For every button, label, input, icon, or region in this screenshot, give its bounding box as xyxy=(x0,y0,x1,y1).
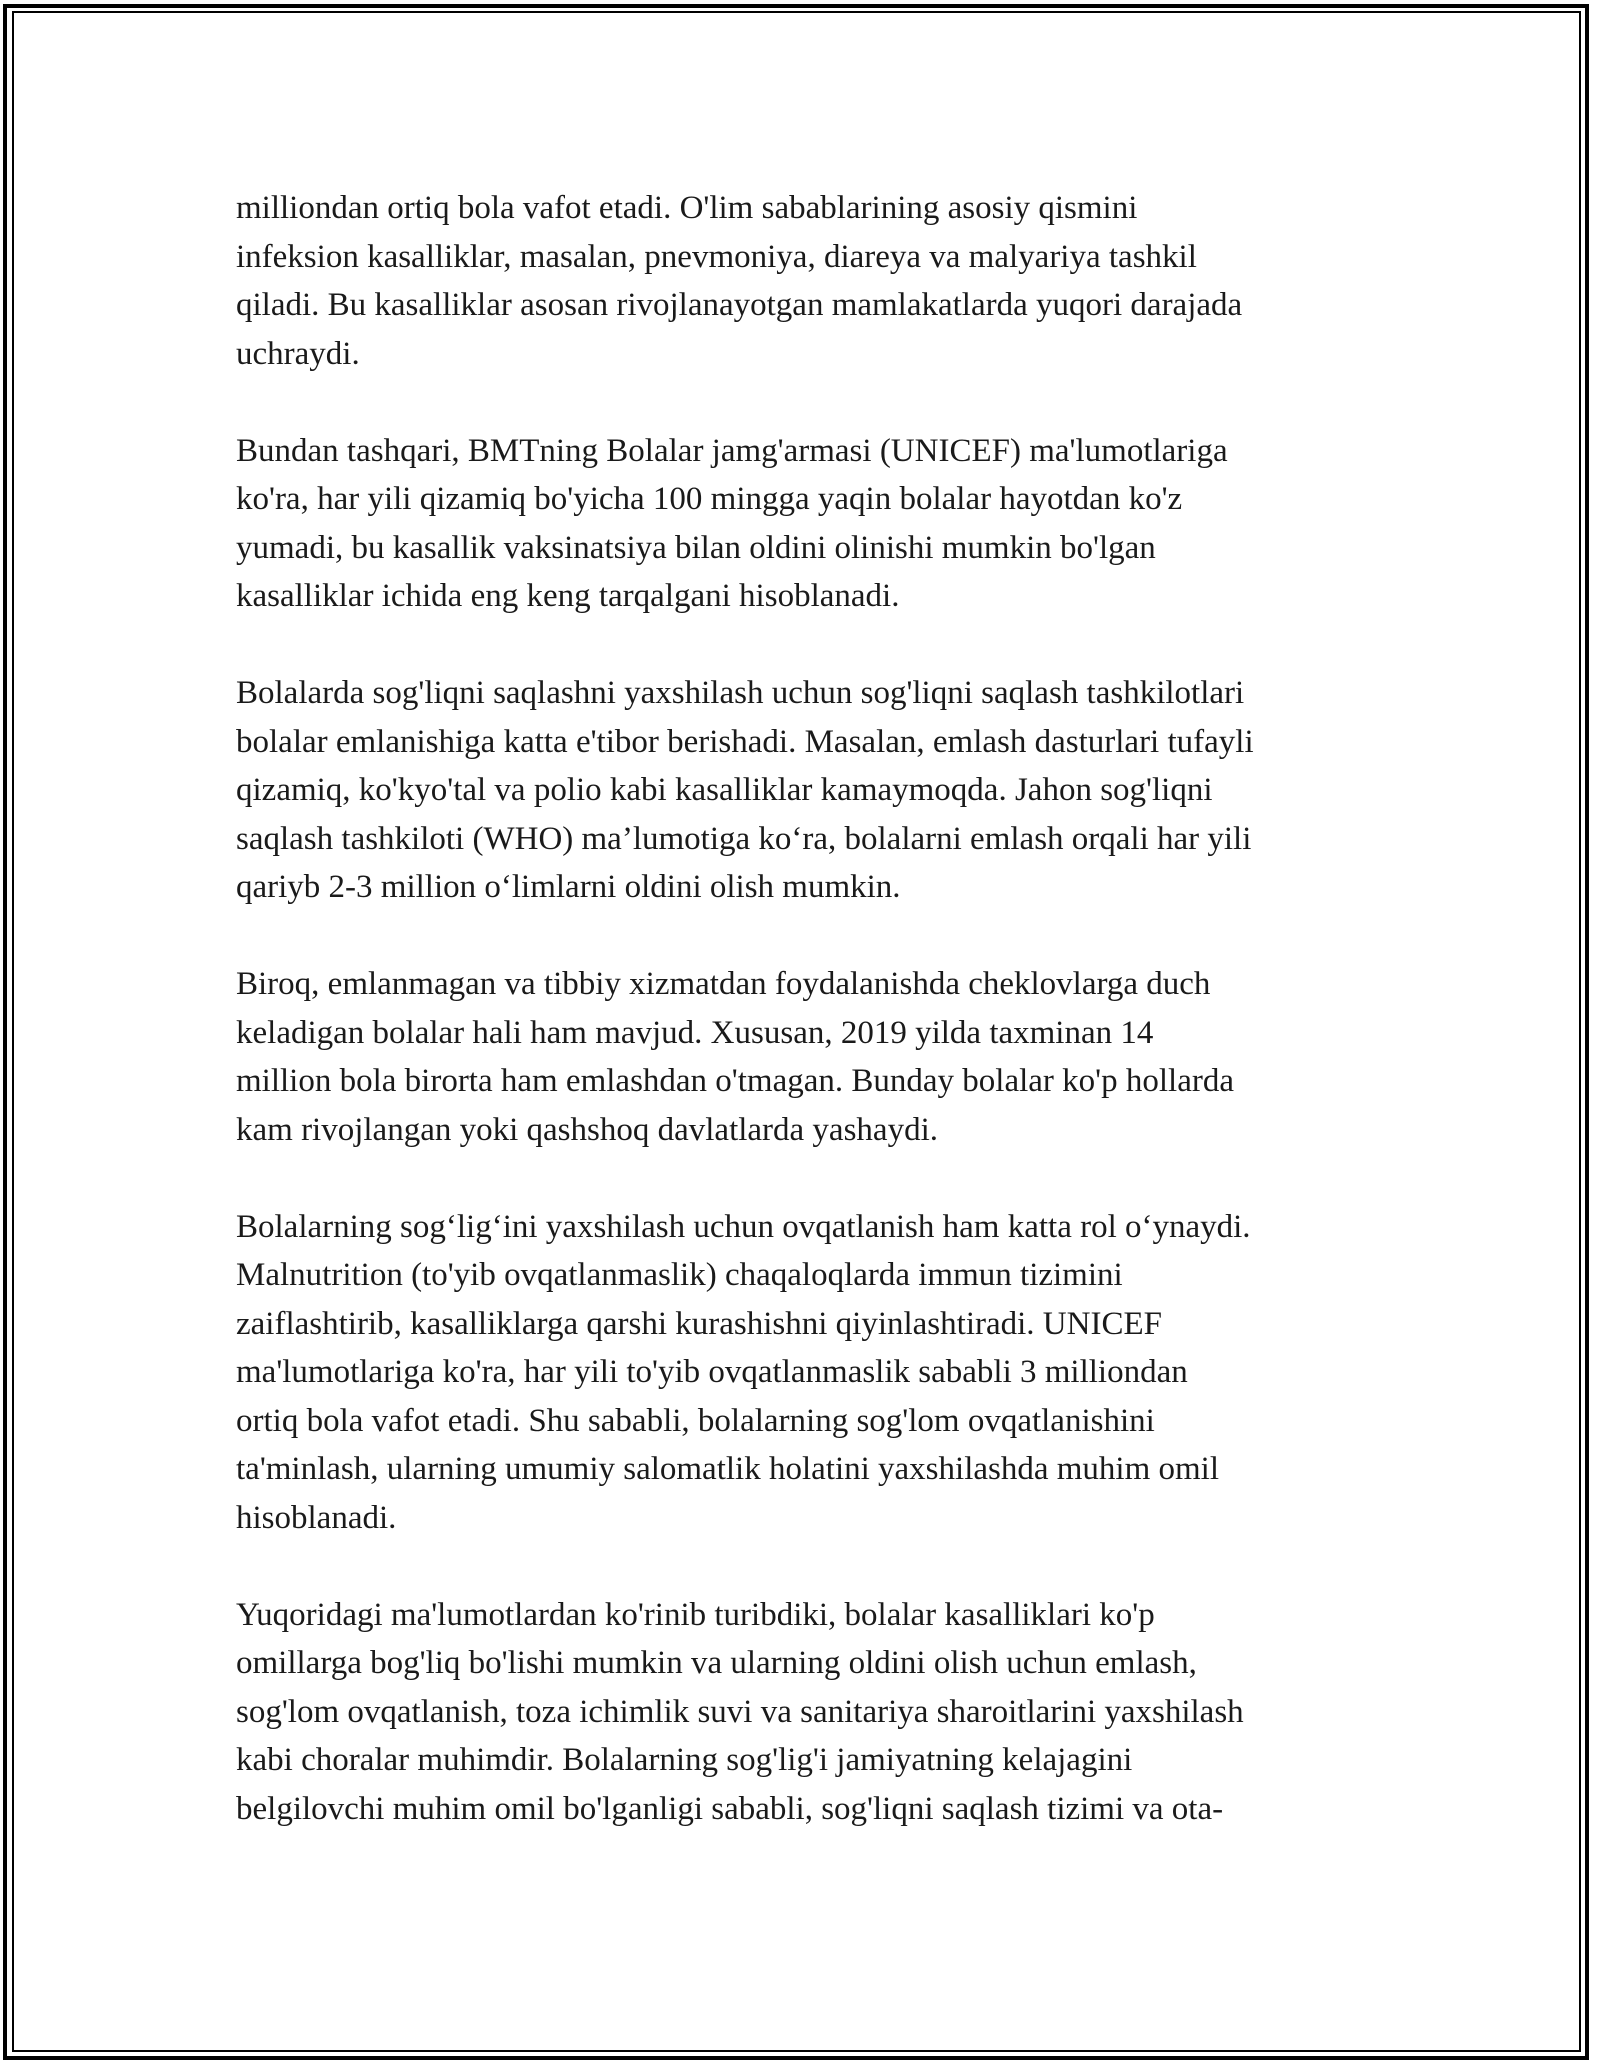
text-line: uchraydi. xyxy=(236,335,360,372)
text-line: infeksion kasalliklar, masalan, pnevmoniya, diareya va malyariya tashkil xyxy=(236,238,1197,275)
text-line: Bolalarning sog‘lig‘ini yaxshilash uchun ovqatlanish ham katta rol o‘ynaydi. xyxy=(236,1208,1251,1245)
text-line: qizamiq, ko'kyo'tal va polio kabi kasalliklar kamaymoqda. Jahon sog'liqni xyxy=(236,772,1213,808)
text-line: Biroq, emlanmagan va tibbiy xizmatdan foydalanishda cheklovlarga duch xyxy=(236,966,1211,1002)
paragraph-unicef-measles xyxy=(236,427,1376,621)
text-line: yumadi, bu kasallik vaksinatsiya bilan oldini olinishi mumkin bo'lgan xyxy=(236,529,1156,566)
paragraph-conclusion xyxy=(236,1591,1376,1834)
text-line: sog'lom ovqatlanish, toza ichimlik suvi va sanitariya sharoitlarini yaxshilash xyxy=(236,1693,1244,1730)
text-line: saqlash tashkiloti (WHO) ma’lumotiga ko‘ra, bolalarni emlash orqali har yili xyxy=(236,820,1252,857)
text-line: bolalar emlanishiga katta e'tibor berishadi. Masalan, emlash dasturlari tufayli xyxy=(236,723,1254,760)
text-line: Bolalarda sog'liqni saqlashni yaxshilash uchun sog'liqni saqlash tashkilotlari xyxy=(236,675,1245,711)
text-line: ortiq bola vafot etadi. Shu sababli, bolalarning sog'lom ovqatlanishini xyxy=(236,1402,1155,1439)
text-line: Malnutrition (to'yib ovqatlanmaslik) chaqaloqlarda immun tizimini xyxy=(236,1257,1123,1293)
text-line: milliondan ortiq bola vafot etadi. O'lim sabablarining asosiy qismini xyxy=(236,190,1138,226)
text-line: hisoblanadi. xyxy=(236,1499,397,1536)
text-line: Yuqoridagi ma'lumotlardan ko'rinib turibdiki, bolalar kasalliklari ko'p xyxy=(236,1596,1155,1633)
text-line: qariyb 2-3 million o‘limlarni oldini olish mumkin. xyxy=(236,869,901,905)
paragraph-child-mortality-causes xyxy=(236,184,1376,378)
text-line: ma'lumotlariga ko'ra, har yili to'yib ovqatlanmaslik sababli 3 milliondan xyxy=(236,1354,1188,1390)
text-line: ko'ra, har yili qizamiq bo'yicha 100 mingga yaqin bolalar hayotdan ko'z xyxy=(236,481,1183,517)
text-line: belgilovchi muhim omil bo'lganligi sababli, sog'liqni saqlash tizimi va ota- xyxy=(236,1790,1224,1827)
text-line: omillarga bog'liq bo'lishi mumkin va ularning oldini olish uchun emlash, xyxy=(236,1645,1197,1681)
document-body xyxy=(236,184,1376,1882)
paragraph-vaccination-programs xyxy=(236,669,1376,912)
text-line: keladigan bolalar hali ham mavjud. Xususan, 2019 yilda taxminan 14 xyxy=(236,1014,1154,1051)
paragraph-nutrition xyxy=(236,1203,1376,1543)
text-line: qiladi. Bu kasalliklar asosan rivojlanayotgan mamlakatlarda yuqori darajada xyxy=(236,287,1243,323)
text-line: Bundan tashqari, BMTning Bolalar jamg'armasi (UNICEF) ma'lumotlariga xyxy=(236,432,1228,469)
text-line: kasalliklar ichida eng keng tarqalgani hisoblanadi. xyxy=(236,578,900,614)
text-line: million bola birorta ham emlashdan o'tmagan. Bunday bolalar ko'p hollarda xyxy=(236,1063,1234,1099)
text-line: zaiflashtirib, kasalliklarga qarshi kurashishni qiyinlashtiradi. UNICEF xyxy=(236,1305,1162,1342)
paragraph-unvaccinated-children xyxy=(236,960,1376,1154)
text-line: ta'minlash, ularning umumiy salomatlik holatini yaxshilashda muhim omil xyxy=(236,1451,1220,1487)
text-line: kabi choralar muhimdir. Bolalarning sog'lig'i jamiyatning kelajagini xyxy=(236,1742,1133,1778)
text-line: kam rivojlangan yoki qashshoq davlatlarda yashaydi. xyxy=(236,1111,938,1148)
